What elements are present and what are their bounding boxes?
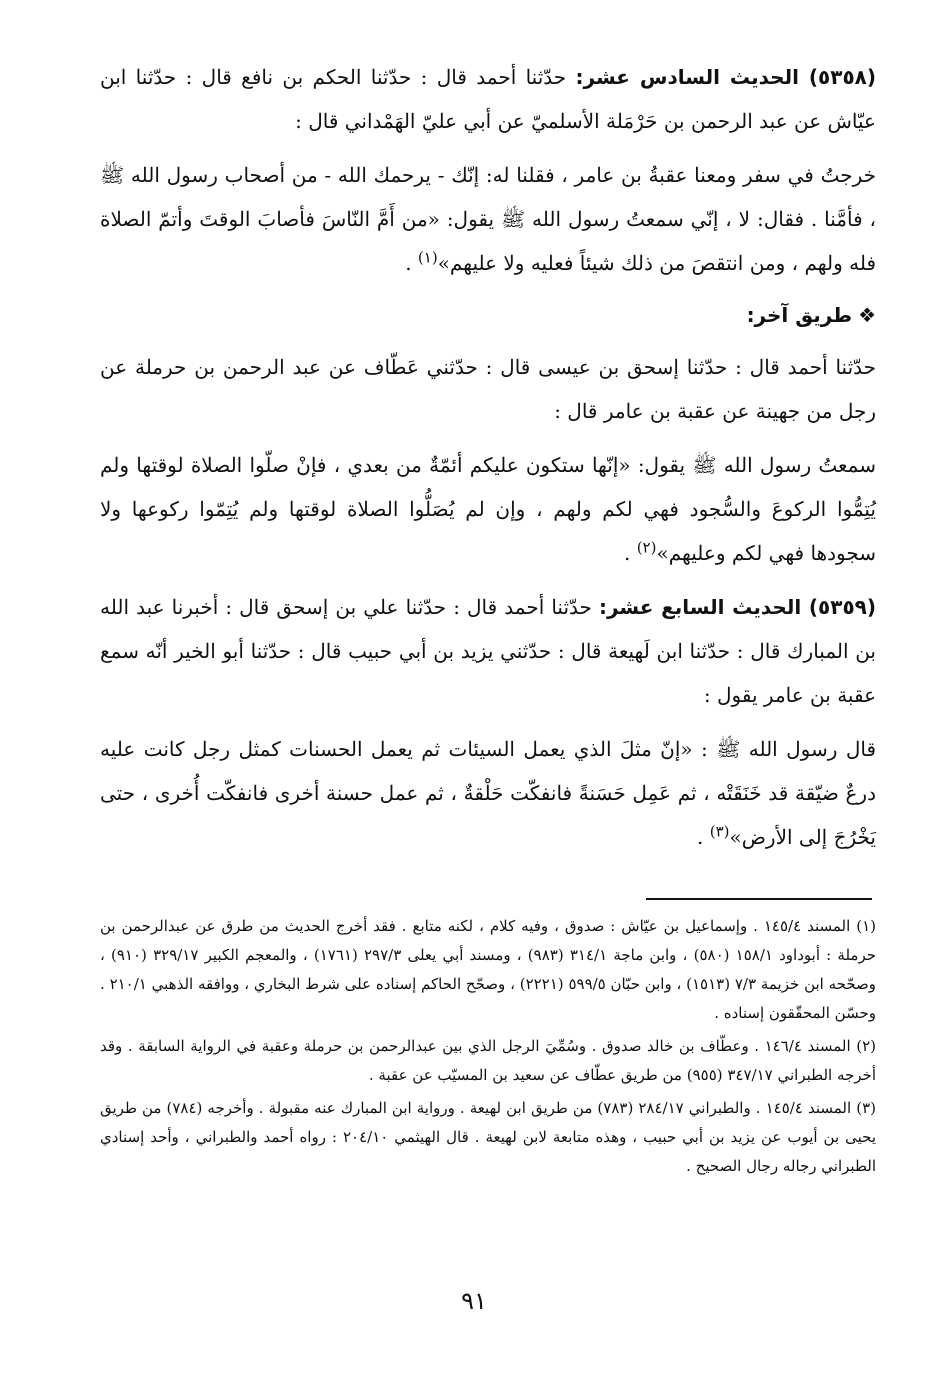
subheading-another-route	[100, 295, 876, 335]
route-matn	[100, 443, 876, 575]
hadith-5359-intro	[100, 585, 876, 717]
page-number: ٩١	[461, 1287, 487, 1315]
matn-text: خرجتُ في سفر ومعنا عقبةُ بن عامر ، فقلنا له: إنّك - يرحمك الله - من أصحاب رسول الله ﷺ ، فأمَّنا . فقال: لا ، إنّي سمعتُ رسول الله ﷺ يقول: «من أَمَّ النّاسَ فأصابَ الوقتَ وأتمّ الصلاة فله ولهم ، ومن انتقصَ من ذلك شيئاً فعليه ولا عليهم»	[100, 163, 876, 275]
footnotes	[100, 912, 876, 1185]
hadith-5359-matn	[100, 727, 876, 859]
footnote-ref-2: (٢)	[636, 538, 657, 557]
matn-text: قال رسول الله ﷺ : «إنّ مثلَ الذي يعمل السيئات ثم يعمل الحسنات كمثل رجل كانت عليه درعٌ ضيّقة قد خَنَقَتْه ، ثم عَمِل حَسَنةً فانفكّت حَلْقةٌ ، ثم عمل حسنة أخرى فانفكّت أُخرى ، حتى يَخْرُجَ إلى الأرض»	[100, 737, 876, 849]
main-text	[100, 55, 876, 859]
footnote-ref-3: (٣)	[709, 822, 730, 841]
hadith-5358-intro	[100, 55, 876, 143]
footnote-ref-1: (١)	[417, 248, 438, 267]
subheading-text: طريق آخر:	[746, 303, 853, 327]
period: .	[697, 825, 710, 849]
hadith-title: الحديث السابع عشر:	[598, 595, 802, 619]
footnote-separator	[646, 898, 872, 900]
footnote-1: (١) المسند ١٤٥/٤ . وإسماعيل بن عيّاش : صدوق ، وفيه كلام ، لكنه متابع . فقد أخرج الحديث من طرق عن عبدالرحمن بن حرملة : أبوداود ١٥٨/١ (٥٨٠) ، وابن ماجة ٣١٤/١ (٩٨٣) ، ومسند أبي يعلى ٢٩٧/٣ (١٧٦١) ، والمعجم الكبير ٣٢٩/١٧ (٩١٠) ، وصحّحه ابن خزيمة ٧/٣ (١٥١٣) ، وابن حبّان ٥٩٩/٥ (٢٢٢١) ، وصحّح الحاكم إسناده على شرط البخاري ، ووافقه الذهبي ٢١٠/١ . وحسّن المحقّقون إسناده .	[100, 917, 877, 1022]
footnote-3: (٣) المسند ١٤٥/٤ . والطبراني ٢٨٤/١٧ (٧٨٣) من طريق ابن لهيعة . ورواية ابن المبارك عنه مقبولة . وأخرجه (٧٨٤) من طريق يحيى بن أيوب عن يزيد بن أبي حبيب ، وهذه متابعة لابن لهيعة . قال الهيثمي ٢٠٤/١٠ : رواه أحمد والطبراني ، وأحد إسنادي الطبراني رجاله رجال الصحيح .	[100, 1099, 876, 1175]
hadith-5358-heading	[576, 65, 877, 89]
period: .	[405, 251, 418, 275]
footnote-2: (٢) المسند ١٤٦/٤ . وعطّاف بن خالد صدوق . وسُمِّيَ الرجل الذي بين عبدالرحمن بن حرملة وعقبة في الرواية السابقة . وقد أخرجه الطبراني ٣٤٧/١٧ (٩٥٥) من طريق عطّاف عن سعيد بن المسيّب عن عقبة .	[100, 1037, 876, 1084]
hadith-5359-heading	[599, 595, 876, 619]
hadith-number: (٥٣٥٩)	[808, 595, 876, 619]
matn-text: سمعتُ رسول الله ﷺ يقول: «إنّها ستكون عليكم أئمّةٌ من بعدي ، فإنْ صلّوا الصلاة لوقتها ولم يُتِمُّوا الركوعَ والسُّجود فهي لكم ولهم ، وإن لم يُصَلُّوا الصلاة لوقتها ولم يُتِمّوا ركوعها ولا سجودها فهي لكم وعليهم»	[100, 453, 876, 565]
route-isnad	[100, 345, 876, 433]
diamond-bullet-icon: ❖	[858, 303, 876, 327]
hadith-title: الحديث السادس عشر:	[575, 65, 799, 89]
hadith-number: (٥٣٥٨)	[808, 65, 877, 89]
isnad-text: حدّثنا أحمد قال : حدّثنا الحكم بن نافع قال : حدّثنا ابن عيّاش عن عبد الرحمن بن حَرْمَلة الأسلميّ عن أبي عليّ الهَمْداني قال :	[100, 65, 876, 133]
period: .	[623, 541, 637, 565]
hadith-5358-matn	[100, 153, 876, 285]
isnad-text: حدّثنا أحمد قال : حدّثنا علي بن إسحق قال : أخبرنا عبد الله بن المبارك قال : حدّثنا ابن لَهيعة قال : حدّثني يزيد بن أبي حبيب قال : حدّثنا أبو الخير أنّه سمع عقبة بن عامر يقول :	[100, 595, 876, 707]
isnad-text: حدّثنا أحمد قال : حدّثنا إسحق بن عيسى قال : حدّثني عَطّاف عن عبد الرحمن بن حرملة عن رجل من جهينة عن عقبة بن عامر قال :	[100, 355, 876, 423]
